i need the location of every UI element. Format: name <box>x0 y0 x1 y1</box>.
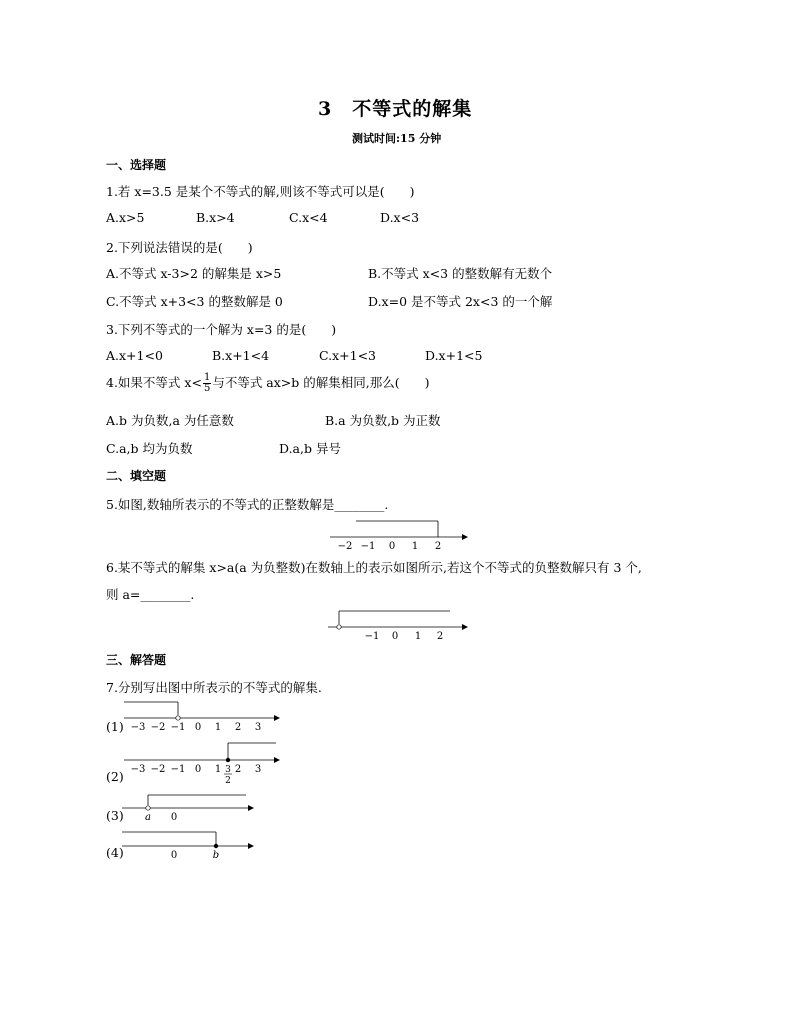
q7-stem: 7.分别写出图中所表示的不等式的解集. <box>106 680 322 695</box>
tick-label: −1 <box>170 722 186 733</box>
tick-label: 0 <box>170 812 178 823</box>
q1-option-b: B.x>4 <box>196 210 235 225</box>
fig4-label: (4) <box>106 845 124 860</box>
q4-stem <box>106 373 429 394</box>
fig2-number-line <box>124 740 284 786</box>
section-choice: 一、选择题 <box>106 158 167 172</box>
axis-arrow <box>274 757 280 763</box>
closed-dot <box>214 844 218 848</box>
tick-label: −3 <box>130 764 146 775</box>
fig2-label: (2) <box>106 769 124 784</box>
test-time: 测试时间:15 分钟 <box>352 132 442 145</box>
fraction-denominator: 2 <box>225 776 231 786</box>
fig1-number-line <box>124 698 284 738</box>
tick-label: 1 <box>214 722 222 733</box>
axis-arrow <box>462 624 468 630</box>
tick-label: −1 <box>170 764 186 775</box>
axis-arrow <box>462 534 468 540</box>
q4-fraction <box>203 373 211 394</box>
tick-label: −1 <box>360 541 376 552</box>
tick-label: 1 <box>414 631 422 642</box>
q3-option-a: A.x+1<0 <box>106 348 163 363</box>
q3-stem: 3.下列不等式的一个解为 x=3 的是( ) <box>106 322 337 337</box>
fig1-label: (1) <box>106 719 124 734</box>
q1-option-c: C.x<4 <box>289 210 328 225</box>
tick-label: 1 <box>214 764 222 775</box>
tick-label: 0 <box>194 722 202 733</box>
tick-label: 3 <box>254 764 262 775</box>
tick-label: −1 <box>364 631 380 642</box>
tick-label: 3 <box>254 722 262 733</box>
tick-label: −3 <box>130 722 146 733</box>
tick-label: 2 <box>434 541 442 552</box>
tick-label: a <box>145 812 151 823</box>
tick-label: −2 <box>150 764 166 775</box>
open-circle <box>176 716 180 720</box>
open-circle <box>146 806 150 810</box>
q2-option-a: A.不等式 x-3>2 的解集是 x>5 <box>106 266 282 281</box>
fig4-number-line <box>118 826 268 862</box>
tick-label: 2 <box>234 764 242 775</box>
tick-label: −2 <box>150 722 166 733</box>
q1-option-a: A.x>5 <box>106 210 145 225</box>
open-circle <box>337 625 341 629</box>
section-fill: 二、填空题 <box>106 469 167 483</box>
q3-option-c: C.x+1<3 <box>319 348 376 363</box>
tick-label: 0 <box>391 631 399 642</box>
tick-label: −2 <box>337 541 353 552</box>
axis-arrow <box>248 805 254 811</box>
fig3-number-line <box>118 790 268 826</box>
q4-stem-start: 4.如果不等式 x< <box>106 375 202 390</box>
closed-dot <box>226 758 230 762</box>
q4-option-d: D.a,b 异号 <box>279 441 341 456</box>
q2-stem: 2.下列说法错误的是( ) <box>106 240 253 255</box>
tick-label: 2 <box>234 722 242 733</box>
tick-label: 0 <box>388 541 396 552</box>
tick-label: 1 <box>411 541 419 552</box>
fig3-label: (3) <box>106 808 124 823</box>
tick-label: b <box>212 850 220 861</box>
q4-frac-num: 1 <box>203 372 211 383</box>
q6-stem-line2: 则 a=________. <box>106 587 195 602</box>
q4-option-b: B.a 为负数,b 为正数 <box>325 413 441 428</box>
q1-stem: 1.若 x=3.5 是某个不等式的解,则该不等式可以是( ) <box>106 184 415 199</box>
q2-option-b: B.不等式 x<3 的整数解有无数个 <box>368 266 553 281</box>
q2-option-c: C.不等式 x+3<3 的整数解是 0 <box>106 294 283 309</box>
section-solve: 三、解答题 <box>106 653 167 667</box>
tick-label: 2 <box>436 631 444 642</box>
q4-option-a: A.b 为负数,a 为任意数 <box>106 413 234 428</box>
q1-option-d: D.x<3 <box>380 210 420 225</box>
q4-stem-end: 与不等式 ax>b 的解集相同,那么( ) <box>212 375 430 390</box>
tick-label: 0 <box>194 764 202 775</box>
q2-option-d: D.x=0 是不等式 2x<3 的一个解 <box>368 294 553 309</box>
q3-option-d: D.x+1<5 <box>425 348 483 363</box>
page-title: 3 不等式的解集 <box>318 98 473 120</box>
q6-number-line <box>322 605 472 645</box>
q4-frac-den: 5 <box>203 383 211 394</box>
tick-label: 0 <box>170 850 178 861</box>
fraction-numerator: 3 <box>225 765 231 775</box>
q6-stem-line1: 6.某不等式的解集 x>a(a 为负整数)在数轴上的表示如图所示,若这个不等式的负整数解只有 3 个, <box>106 560 642 575</box>
axis-arrow <box>274 715 280 721</box>
q5-stem: 5.如图,数轴所表示的不等式的正整数解是________. <box>106 497 389 512</box>
q5-number-line <box>322 512 472 554</box>
axis-arrow <box>248 843 254 849</box>
q3-option-b: B.x+1<4 <box>212 348 270 363</box>
q4-option-c: C.a,b 均为负数 <box>106 441 193 456</box>
